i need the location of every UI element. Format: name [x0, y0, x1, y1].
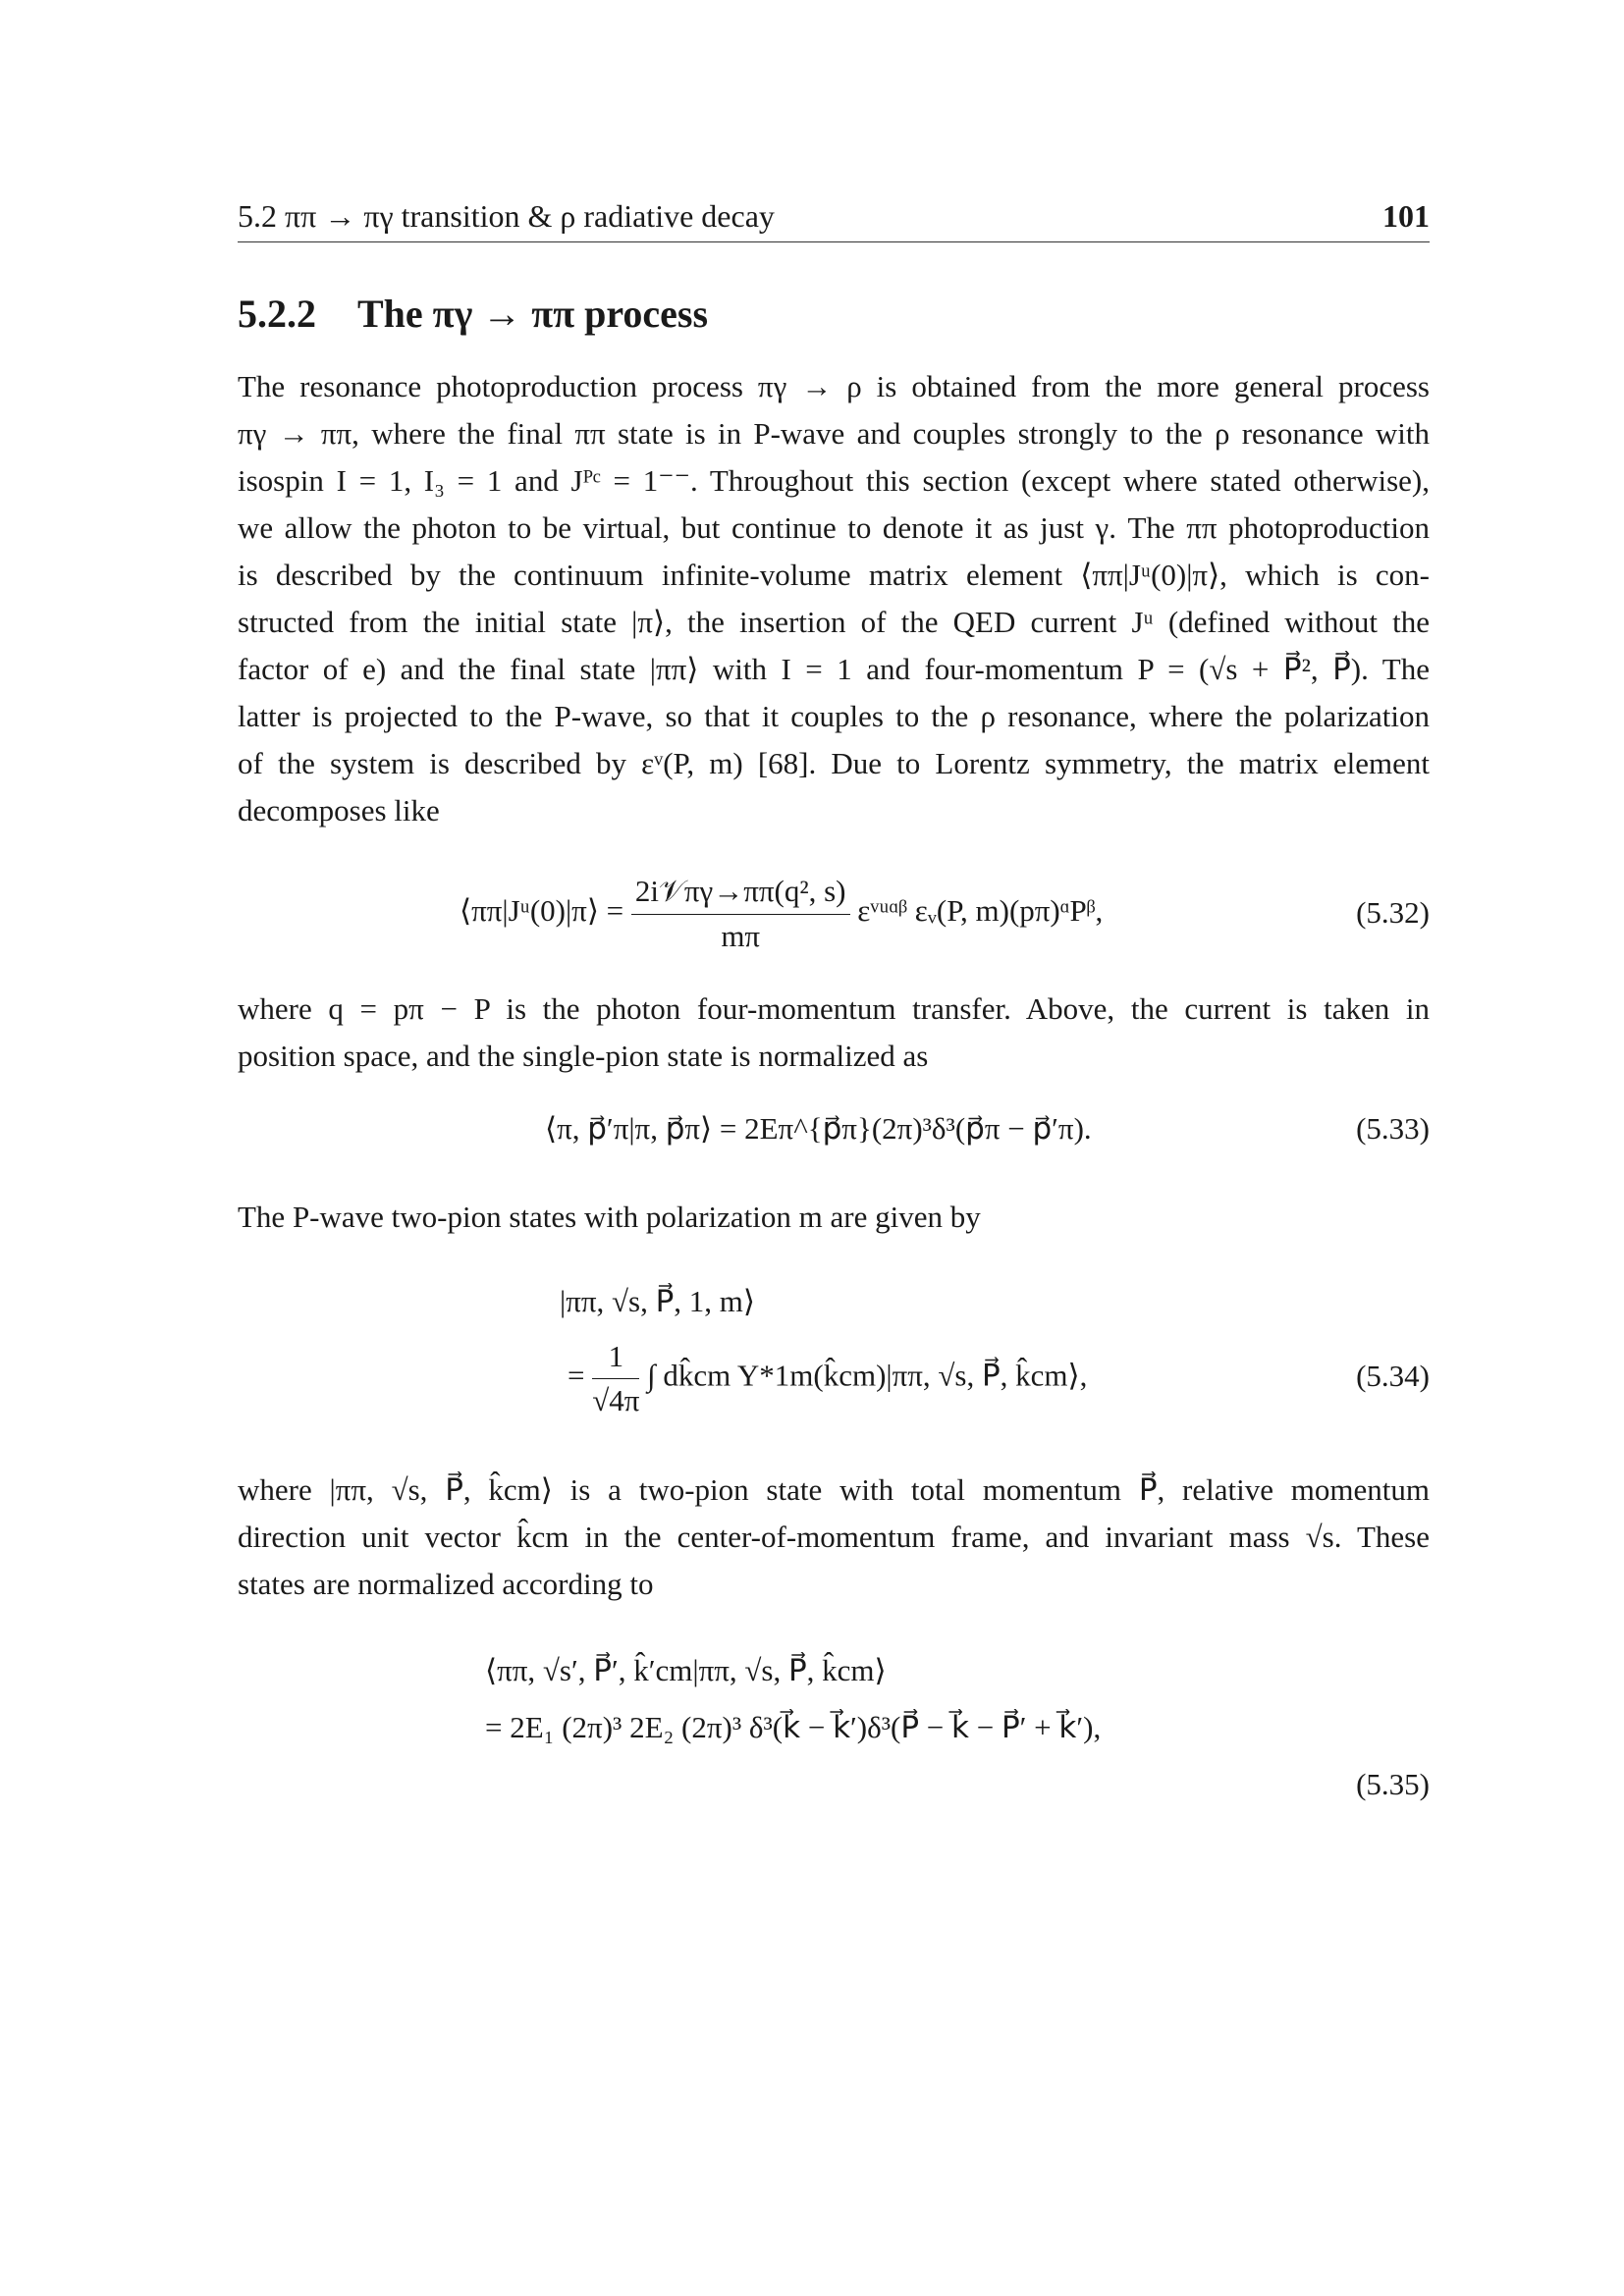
equation-5-32: [460, 874, 1103, 954]
equation-lhs: ⟨ππ|Jᵘ(0)|π⟩ =: [460, 893, 624, 929]
fraction-numerator: 2i𝒱πγ→ππ(q², s): [631, 874, 850, 915]
equation-number: (5.34): [1356, 1359, 1430, 1393]
text-line: where |ππ, √s, P⃗, k̂cm⟩ is a two-pion state with total momentum P⃗, relative momentum: [238, 1472, 1430, 1507]
text-line: structed from the initial state |π⟩, the insertion of the QED current Jᵘ (defined without the: [238, 605, 1430, 639]
text-line: of the system is described by εᵛ(P, m) [68]. Due to Lorentz symmetry, the matrix element: [238, 746, 1430, 780]
text-line: The resonance photoproduction process πγ → ρ is obtained from the more general process: [238, 369, 1430, 403]
text-line: position space, and the single-pion state is normalized as: [238, 1039, 929, 1073]
paragraph-pwave: [238, 1194, 1430, 1241]
equation-5-34-line2: [568, 1339, 1087, 1418]
text-line: direction unit vector k̂cm in the center-of-momentum frame, and invariant mass √s. These: [238, 1520, 1430, 1554]
section-heading: [238, 291, 708, 337]
text-line: The P-wave two-pion states with polarization m are given by: [238, 1200, 981, 1234]
text-line: where q = pπ − P is the photon four-momentum transfer. Above, the current is taken in: [238, 991, 1430, 1026]
equation-prefix: =: [568, 1358, 585, 1393]
running-header: [238, 194, 1430, 242]
text-line: factor of e) and the final state |ππ⟩ with I = 1 and four-momentum P = (√s + P⃗², P⃗). The: [238, 652, 1430, 686]
text-line: latter is projected to the P-wave, so that it couples to the ρ resonance, where the polarization: [238, 699, 1430, 733]
section-title: The πγ → ππ process: [357, 292, 709, 336]
page-number: 101: [1382, 198, 1430, 234]
equation-5-35-line2: = 2E₁ (2π)³ 2E₂ (2π)³ δ³(k⃗ − k⃗′)δ³(P⃗ − k⃗ − P⃗′ + k⃗′),: [485, 1710, 1102, 1744]
running-header-title: 5.2 ππ → πγ transition & ρ radiative decay: [238, 198, 775, 234]
equation-rhs: εᵛᵘᵅᵝ εᵥ(P, m)(pπ)ᵅPᵝ,: [857, 893, 1104, 929]
fraction-denominator: mπ: [721, 919, 761, 953]
fraction-denominator: √4π: [592, 1383, 640, 1417]
text-line: is described by the continuum infinite-volume matrix element ⟨ππ|Jᵘ(0)|π⟩, which is con-: [238, 558, 1430, 592]
equation-5-34-line1: |ππ, √s, P⃗, 1, m⟩: [560, 1284, 755, 1318]
equation-fraction: [592, 1339, 639, 1418]
equation-number: (5.33): [1356, 1111, 1430, 1146]
text-line: isospin I = 1, I₃ = 1 and Jᴾᶜ = 1⁻⁻. Throughout this section (except where stated otherwise),: [238, 463, 1430, 498]
equation-fraction: [631, 874, 850, 954]
equation-number: (5.35): [1356, 1767, 1430, 1801]
paragraph-intro: [238, 363, 1430, 834]
section-number: 5.2.2: [238, 292, 316, 336]
equation-5-33: ⟨π, p⃗′π|π, p⃗π⟩ = 2Eπ^{p⃗π}(2π)³δ³(p⃗π − p⃗′π).: [545, 1111, 1092, 1146]
equation-body: ∫ dk̂cm Y*1m(k̂cm)|ππ, √s, P⃗, k̂cm⟩,: [647, 1358, 1088, 1393]
equation-number: (5.32): [1356, 895, 1430, 930]
text-line: πγ → ππ, where the final ππ state is in P-wave and couples strongly to the ρ resonance with: [238, 416, 1430, 451]
equation-5-35-line1: ⟨ππ, √s′, P⃗′, k̂′cm|ππ, √s, P⃗, k̂cm⟩: [485, 1653, 887, 1687]
fraction-numerator: 1: [592, 1339, 639, 1379]
paragraph-normalization: [238, 986, 1430, 1080]
paragraph-states: [238, 1467, 1430, 1608]
text-line: decomposes like: [238, 793, 440, 828]
text-line: we allow the photon to be virtual, but continue to denote it as just γ. The ππ photoproduction: [238, 510, 1430, 545]
text-line: states are normalized according to: [238, 1567, 654, 1601]
